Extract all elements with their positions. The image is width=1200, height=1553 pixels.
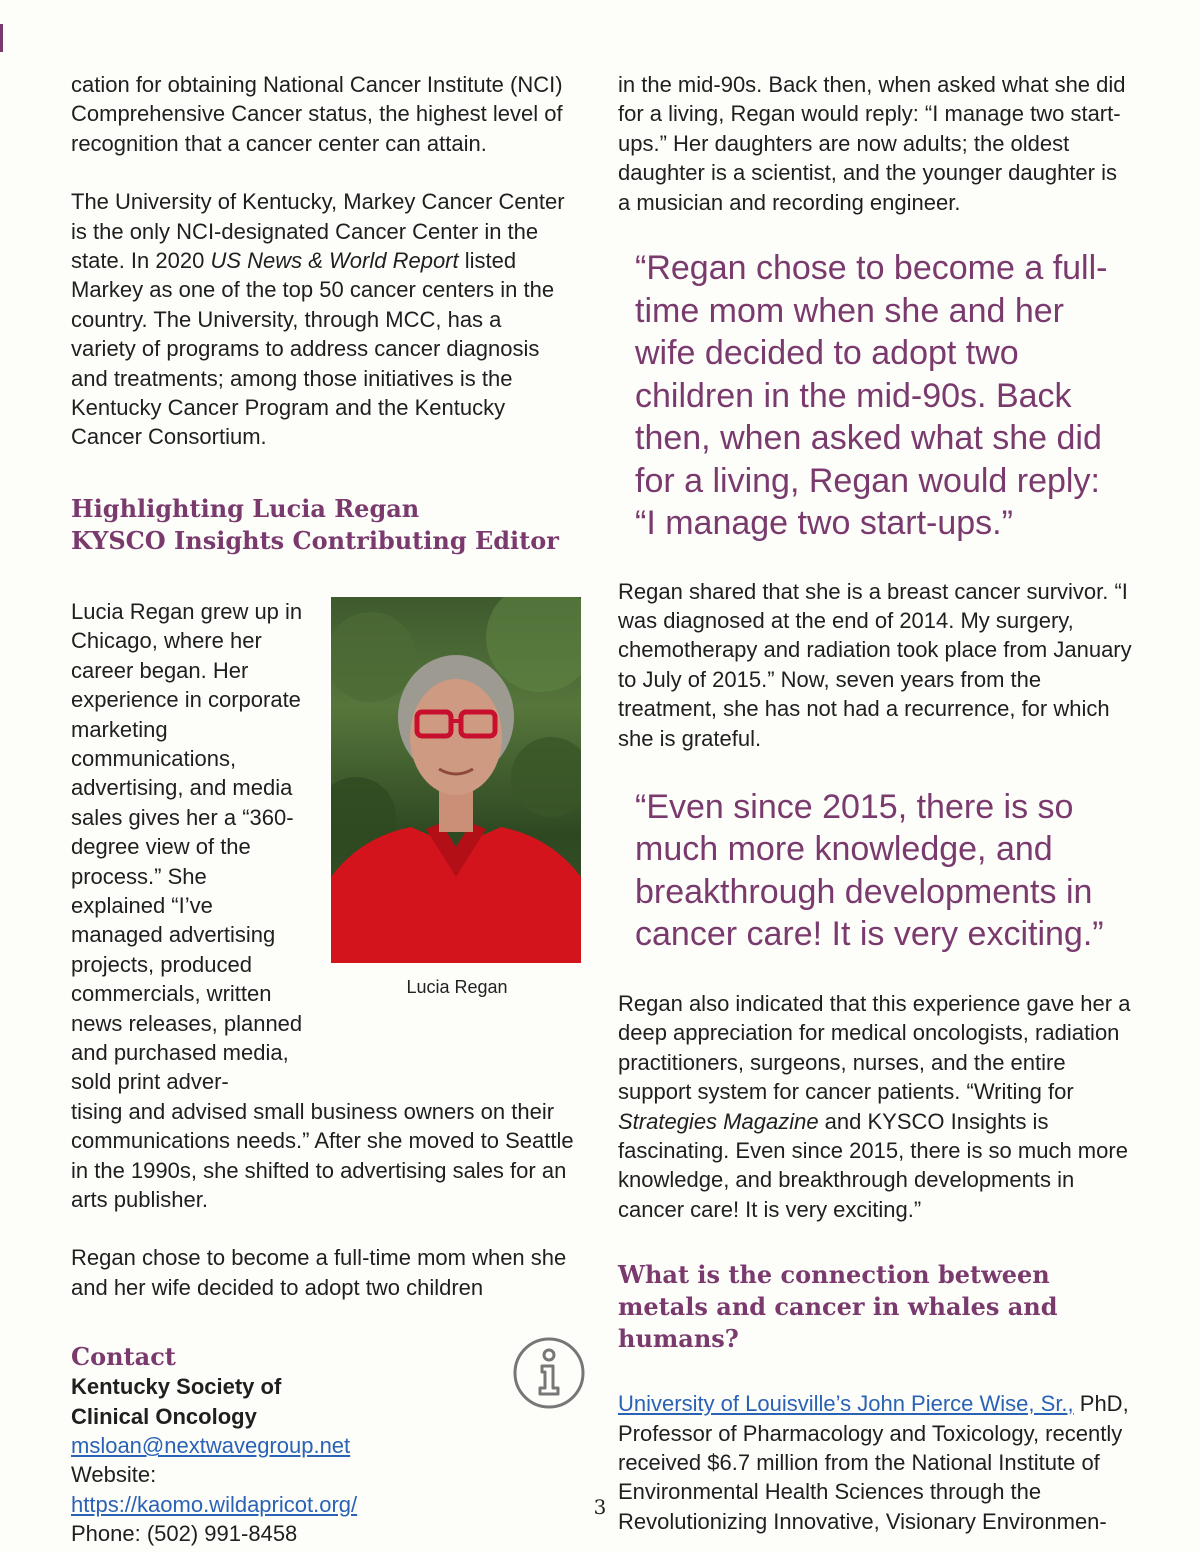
markey-text-b: listed Markey as one of the top 50 cancer centers in the country. The University, through MCC, has a variety of programs to address cancer diagnosis and treatments; among those initiatives is the Kentucky Cancer Program and the Kentucky Cancer Consortium. (71, 248, 555, 450)
bio-paragraph-wrapped: Lucia Regan grew up in Chicago, where her career began. Her experience in corporate marketing communications, advertising, and media sales gives her a “360-degree view of the process.” She explained “I’ve managed advertising projects, produced commercials, written news releases, planned and purchased media, sold print adver- (71, 598, 303, 1095)
section-heading-highlight (71, 493, 571, 557)
page-number: 3 (593, 1495, 607, 1519)
wise-text: PhD, Professor of Pharmacology and Toxicology, recently received $6.7 million from the National Institute of Environmental Health Sciences through the Revolutionizing Innovative, Visionary Environmen- (618, 1391, 1129, 1534)
bio-section (71, 597, 574, 1302)
pull-quote-knowledge: “Even since 2015, there is so much more knowledge, and breakthrough developments in cancer care! It is very exciting.” (635, 787, 1104, 954)
bio-paragraph-family: Regan chose to become a full-time mom when she and her wife decided to adopt two children (71, 1245, 567, 1300)
contact-title: Contact (71, 1342, 176, 1372)
portrait-figure (331, 597, 583, 998)
pull-quote-mom (618, 247, 1133, 545)
pull-quote-mom-text: “Regan chose to become a full-time mom when she and her wife decided to adopt two children in the mid-90s. Back then, when asked what she did for a living, Regan would reply: (635, 249, 1108, 500)
page-accent-bar (0, 24, 3, 52)
magazine-name: Strategies Magazine (618, 1108, 819, 1134)
heading-line-2: KYSCO Insights Contributing Editor (71, 525, 559, 555)
markey-text-a: The University of Kentucky, Markey Cancer Center is the only NCI-designated Cancer Center in the state. In 2020 (71, 189, 565, 274)
left-column (71, 70, 574, 1549)
photo-caption: Lucia Regan (406, 976, 508, 997)
info-icon (512, 1336, 586, 1410)
contact-org-line-2: Clinical Oncology (71, 1403, 257, 1429)
section-heading-metals: What is the connection between metals and cancer in whales and humans? (618, 1260, 1058, 1354)
paragraph-survivor: Regan shared that she is a breast cancer survivor. “I was diagnosed at the end of 2014. My surgery, chemotherapy and radiation took place from January to July of 2015.” Now, seven years from the treatment, she has not had a recurrence, for which she is grateful. (618, 578, 1132, 751)
contact-email-link[interactable]: msloan@nextwavegroup.net (71, 1433, 351, 1459)
publication-name: US News & World Report (210, 248, 459, 274)
appreciation-text-a: Regan also indicated that this experience gave her a deep appreciation for medical oncologists, radiation practitioners, surgeons, nurses, and the entire support system for cancer patients. “Writing for (618, 990, 1131, 1105)
paragraph-appreciation (618, 989, 1133, 1224)
pull-quote-mom-end: “I manage two start-ups.” (635, 504, 1013, 543)
paragraph-nci-status: cation for obtaining National Cancer Institute (NCI) Comprehensive Cancer status, the highest level of recognition that a cancer center can attain. (71, 72, 563, 156)
contact-email-line (71, 1431, 571, 1460)
portrait-illustration (331, 597, 581, 963)
contact-website-link[interactable]: https://kaomo.wildapricot.org/ (71, 1491, 358, 1517)
appreciation-text-b: and KYSCO Insights is fascinating. Even since 2015, there is so much more knowledge, and breakthrough developments in cancer care! It is very exciting.” (618, 1108, 1128, 1222)
contact-phone: Phone: (502) 991-8458 (71, 1521, 298, 1547)
bio-paragraph-continued: tising and advised small business owners on their communications needs.” After she moved to Seattle in the 1990s, she shifted to advertising sales for an arts publisher. (71, 1098, 574, 1212)
contact-org-line-1: Kentucky Society of (71, 1374, 282, 1400)
right-column (618, 70, 1133, 1536)
heading-line-1: Highlighting Lucia Regan (71, 493, 420, 523)
portrait-photo (331, 597, 581, 963)
website-label: Website: (71, 1462, 157, 1488)
paragraph-markey (71, 187, 571, 452)
paragraph-startups: in the mid-90s. Back then, when asked what she did for a living, Regan would reply: “I manage two start-ups.” Her daughters are now adults; the oldest daughter is a scientist, and the younger daughter is a musician and recording engineer. (618, 72, 1126, 215)
wise-profile-link[interactable]: University of Louisville’s John Pierce Wise, Sr., (618, 1391, 1074, 1417)
